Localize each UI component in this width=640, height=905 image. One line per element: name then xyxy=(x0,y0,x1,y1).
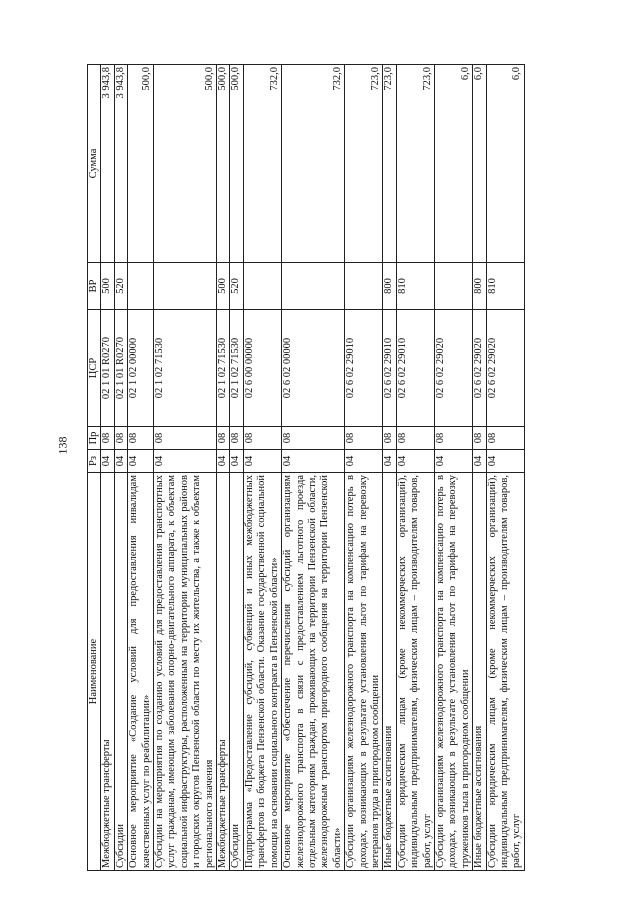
cell-vr: 810 xyxy=(486,263,524,310)
budget-table xyxy=(87,64,525,871)
cell-csr: 02 1 02 71530 xyxy=(217,310,230,427)
table-row xyxy=(154,65,217,871)
cell-csr: 02 6 02 00000 xyxy=(282,310,345,427)
cell-rz: 04 xyxy=(154,450,217,473)
cell-name: Основное мероприятие «Создание условий для предоставления инвалидам качественных услуг по реабилитации» xyxy=(128,473,154,871)
cell-name: Субсидии на мероприятия по созданию условий для предоставления транспортных услуг гражданам, имеющим заболевания опорно-двигательного аппарата, к объектам социальной инфраструктуры, расположенным на территории муниципальных районов и городских округов Пензенской области по месту их жительства, а также к объектам регионального значения xyxy=(154,473,217,871)
cell-pr: 08 xyxy=(114,427,127,450)
cell-vr: 800 xyxy=(473,263,486,310)
cell-vr xyxy=(345,263,383,310)
cell-rz: 04 xyxy=(217,450,230,473)
cell-vr: 500 xyxy=(101,263,114,310)
cell-name: Субсидии юридическим лицам (кроме некоммерческих организаций), индивидуальным предпринимателям, физическим лицам – производителям товаров, работ, услуг xyxy=(396,473,434,871)
cell-name: Иные бюджетные ассигнования xyxy=(383,473,396,871)
cell-vr: 500 xyxy=(217,263,230,310)
table-row xyxy=(282,65,345,871)
cell-sum: 500,0 xyxy=(217,65,230,263)
cell-pr: 08 xyxy=(396,427,434,450)
table-row xyxy=(473,65,486,871)
cell-csr: 02 6 02 29020 xyxy=(434,310,472,427)
cell-vr: 810 xyxy=(396,263,434,310)
table-row xyxy=(383,65,396,871)
cell-name: Подпрограмма «Предоставление субсидий, субвенций и иных межбюджетных трансфертов из бюджета Пензенской области. Оказание государственной социальной помощи на основании социального контракта в Пензенской области» xyxy=(243,473,281,871)
cell-name: Субсидии xyxy=(230,473,243,871)
cell-name: Субсидии организациям железнодорожного транспорта на компенсацию потерь в доходах, возникающих в результате установления льгот по тарифам на перевозку ветеранов труда в пригородном сообщении xyxy=(345,473,383,871)
cell-pr: 08 xyxy=(383,427,396,450)
cell-sum: 500,0 xyxy=(230,65,243,263)
cell-csr: 02 6 02 29020 xyxy=(473,310,486,427)
cell-sum: 723,0 xyxy=(396,65,434,263)
cell-name: Субсидии юридическим лицам (кроме некоммерческих организаций), индивидуальным предпринимателям, физическим лицам – производителям товаров, работ, услуг xyxy=(486,473,524,871)
header-name: Наименование xyxy=(88,473,101,871)
table-row xyxy=(434,65,472,871)
cell-pr: 08 xyxy=(230,427,243,450)
cell-name: Межбюджетные трансферты xyxy=(217,473,230,871)
cell-vr xyxy=(282,263,345,310)
cell-sum: 6,0 xyxy=(486,65,524,263)
cell-pr: 08 xyxy=(434,427,472,450)
cell-sum: 500,0 xyxy=(128,65,154,263)
header-csr: ЦСР xyxy=(88,310,101,427)
cell-rz: 04 xyxy=(128,450,154,473)
table-row xyxy=(114,65,127,871)
cell-rz: 04 xyxy=(473,450,486,473)
cell-rz: 04 xyxy=(101,450,114,473)
cell-rz: 04 xyxy=(243,450,281,473)
cell-rz: 04 xyxy=(230,450,243,473)
table-body xyxy=(101,65,524,871)
cell-sum: 3 943,8 xyxy=(101,65,114,263)
header-rz: Рз xyxy=(88,450,101,473)
cell-name: Субсидии xyxy=(114,473,127,871)
cell-pr: 08 xyxy=(345,427,383,450)
cell-sum: 723,0 xyxy=(383,65,396,263)
cell-rz: 04 xyxy=(345,450,383,473)
cell-vr xyxy=(243,263,281,310)
table-row xyxy=(230,65,243,871)
cell-sum: 732,0 xyxy=(282,65,345,263)
cell-rz: 04 xyxy=(383,450,396,473)
cell-sum: 732,0 xyxy=(243,65,281,263)
page-number: 138 xyxy=(55,436,70,455)
cell-rz: 04 xyxy=(282,450,345,473)
cell-vr: 520 xyxy=(230,263,243,310)
table-row xyxy=(217,65,230,871)
table-row xyxy=(486,65,524,871)
cell-pr: 08 xyxy=(217,427,230,450)
cell-pr: 08 xyxy=(473,427,486,450)
header-pr: Пр xyxy=(88,427,101,450)
cell-pr: 08 xyxy=(282,427,345,450)
header-vr: ВР xyxy=(88,263,101,310)
cell-vr xyxy=(154,263,217,310)
cell-csr: 02 1 02 00000 xyxy=(128,310,154,427)
header-sum: Сумма xyxy=(88,65,101,263)
cell-name: Субсидии организациям железнодорожного транспорта на компенсацию потерь в доходах, возникающих в результате установления льгот по тарифам на перевозку тружеников тыла в пригородном сообщении xyxy=(434,473,472,871)
cell-vr xyxy=(434,263,472,310)
cell-name: Основное мероприятие «Обеспечение перечисления субсидий организациям железнодорожного транспорта в связи с предоставлением льготного проезда отдельным категориям граждан, проживающих на территории Пензенской области, железнодорожным транспортом пригородного сообщения на территории Пензенской области» xyxy=(282,473,345,871)
cell-vr: 520 xyxy=(114,263,127,310)
cell-rz: 04 xyxy=(396,450,434,473)
cell-name: Межбюджетные трансферты xyxy=(101,473,114,871)
cell-csr: 02 6 02 29010 xyxy=(383,310,396,427)
cell-rz: 04 xyxy=(486,450,524,473)
cell-sum: 6,0 xyxy=(473,65,486,263)
cell-pr: 08 xyxy=(486,427,524,450)
table-header-row xyxy=(88,65,101,871)
cell-csr: 02 6 02 29010 xyxy=(345,310,383,427)
cell-sum: 6,0 xyxy=(434,65,472,263)
rotated-table-container xyxy=(87,65,547,871)
table-row xyxy=(101,65,114,871)
cell-sum: 3 943,8 xyxy=(114,65,127,263)
cell-csr: 02 6 00 00000 xyxy=(243,310,281,427)
cell-pr: 08 xyxy=(101,427,114,450)
cell-vr xyxy=(128,263,154,310)
table-row xyxy=(345,65,383,871)
table-row xyxy=(396,65,434,871)
table-row xyxy=(243,65,281,871)
cell-rz: 04 xyxy=(434,450,472,473)
cell-csr: 02 1 02 71530 xyxy=(154,310,217,427)
cell-csr: 02 1 02 71530 xyxy=(230,310,243,427)
cell-vr: 800 xyxy=(383,263,396,310)
cell-csr: 02 6 02 29010 xyxy=(396,310,434,427)
cell-sum: 723,0 xyxy=(345,65,383,263)
cell-pr: 08 xyxy=(243,427,281,450)
cell-sum: 500,0 xyxy=(154,65,217,263)
cell-name: Иные бюджетные ассигнования xyxy=(473,473,486,871)
cell-pr: 08 xyxy=(154,427,217,450)
cell-pr: 08 xyxy=(128,427,154,450)
cell-csr: 02 1 01 R0270 xyxy=(114,310,127,427)
table-row xyxy=(128,65,154,871)
cell-rz: 04 xyxy=(114,450,127,473)
cell-csr: 02 1 01 R0270 xyxy=(101,310,114,427)
cell-csr: 02 6 02 29020 xyxy=(486,310,524,427)
